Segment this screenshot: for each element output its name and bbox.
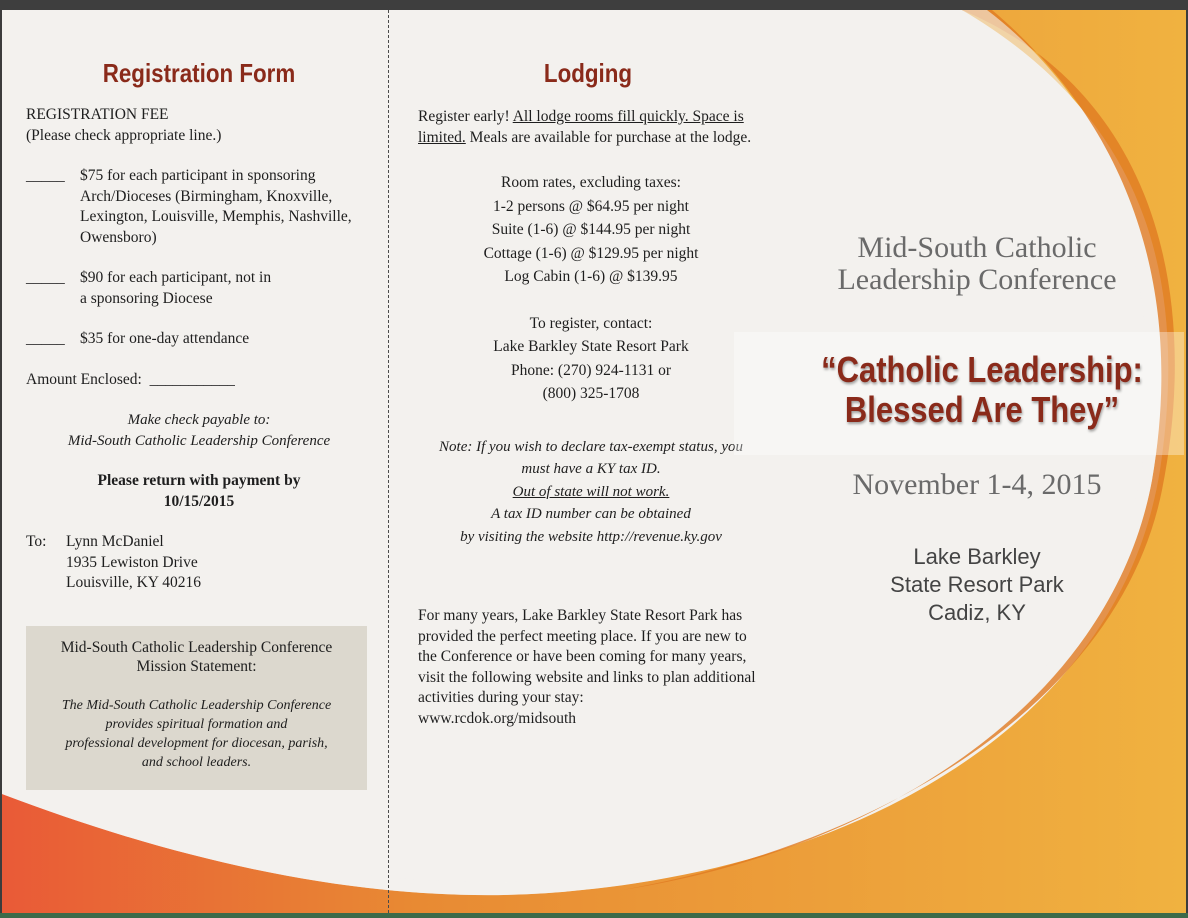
fee-option-text: $35 for one-day attendance [80, 330, 250, 347]
mission-statement-box [26, 626, 367, 790]
payable-line-2: Mid-South Catholic Leadership Conference [67, 432, 331, 449]
venue-line: Lake Barkley [913, 544, 1041, 569]
viewer-bottom-bar [0, 913, 1188, 918]
fold-line [388, 10, 389, 913]
conference-title-line-1: Mid-South Catholic [857, 231, 1097, 264]
venue-line: Cadiz, KY [928, 600, 1026, 625]
mission-title-line-2: Mission Statement: [136, 658, 257, 675]
mission-body-line: provides spiritual formation and [105, 717, 288, 732]
fee-option-text: $90 for each participant, not in a sponsoring Diocese [80, 269, 272, 307]
conference-date: November 1-4, 2015 [852, 468, 1102, 501]
note-line: A tax ID number can be obtained [491, 506, 691, 522]
rates-title: Room rates, excluding taxes: [501, 174, 681, 191]
mission-body-line: The Mid-South Catholic Leadership Conference [61, 698, 332, 713]
room-rates [418, 171, 764, 289]
contact-line: Phone: (270) 924-1131 or [510, 361, 671, 379]
fee-note: (Please check appropriate line.) [26, 126, 222, 144]
intro-start: Register early! [418, 108, 513, 125]
check-line[interactable]: _____ [26, 167, 65, 184]
conference-venue [742, 543, 1186, 627]
mission-title-line-1: Mid-South Catholic Leadership Conference [60, 639, 333, 656]
venue-line: State Resort Park [890, 572, 1064, 597]
fee-option-one-day[interactable] [26, 329, 372, 350]
website-link[interactable]: www.rcdok.org/midsouth [418, 709, 577, 727]
note-line: by visiting the website http://revenue.ky.gov [460, 528, 722, 545]
check-line[interactable]: _____ [26, 269, 65, 286]
note-underlined: Out of state will not work. [512, 483, 670, 500]
mission-body-line: and school leaders. [141, 755, 252, 770]
to-label: To: [26, 533, 47, 550]
amount-label: Amount Enclosed: [26, 370, 142, 388]
amount-enclosed [26, 370, 372, 391]
conference-title-line-2: Leadership Conference [837, 263, 1117, 296]
registration-panel [26, 58, 372, 594]
mailing-address [26, 532, 372, 594]
lodging-heading: Lodging [543, 58, 633, 88]
contact-line: (800) 325-1708 [542, 385, 640, 402]
fee-title: REGISTRATION FEE [26, 106, 169, 123]
contact-line: Lake Barkley State Resort Park [493, 338, 689, 355]
rate-line: Cottage (1-6) @ $129.95 per night [483, 244, 699, 262]
amount-field[interactable]: ___________ [149, 370, 235, 388]
viewer-top-bar [0, 0, 1188, 10]
check-line[interactable]: _____ [26, 330, 65, 347]
closing-paragraph: For many years, Lake Barkley State Resort Park has provided the perfect meeting place. If you are new to the Conference or have been coming for many years, visit the following website and links to plan additional activities during your stay: [418, 607, 756, 706]
fee-option-non-sponsoring[interactable] [26, 268, 372, 309]
address-line: 1935 Lewiston Drive [66, 553, 198, 571]
mission-body [36, 696, 357, 772]
mission-body-line: professional development for diocesan, parish, [65, 736, 328, 751]
rate-line: Suite (1-6) @ $144.95 per night [491, 221, 691, 238]
intro-warning: All lodge rooms fill quickly. Space is limited. [418, 108, 744, 146]
conference-title [742, 232, 1186, 296]
rate-line: 1-2 persons @ $64.95 per night [493, 197, 689, 215]
registration-heading: Registration Form [102, 58, 296, 88]
fee-option-text: $75 for each participant in sponsoring Arch/Dioceses (Birmingham, Knoxville, Lexington, Louisville, Memphis, Nashville, Owensboro) [80, 167, 352, 246]
rate-line: Log Cabin (1-6) @ $139.95 [504, 268, 678, 285]
address-line: Lynn McDaniel [66, 533, 164, 550]
fee-option-sponsoring[interactable] [26, 166, 372, 248]
lodging-panel [418, 58, 764, 729]
note-line: Note: If you wish to declare tax-exempt status, you [439, 438, 743, 455]
conference-theme [793, 350, 1171, 430]
note-line: must have a KY tax ID. [521, 461, 661, 477]
payable-line-1: Make check payable to: [127, 412, 271, 428]
return-line-2: 10/15/2015 [163, 492, 235, 510]
contact-title: To register, contact: [529, 314, 653, 332]
contact-info [418, 312, 764, 406]
intro-end: Meals are available for purchase at the lodge. [465, 128, 752, 146]
address-line: Louisville, KY 40216 [66, 574, 202, 591]
return-line-1: Please return with payment by [97, 472, 301, 489]
brochure-page [2, 10, 1186, 913]
tax-note [418, 436, 764, 549]
lodging-intro [418, 107, 764, 148]
theme-line-2: Blessed Are They” [844, 389, 1120, 430]
theme-line-1: “Catholic Leadership: [821, 349, 1143, 390]
